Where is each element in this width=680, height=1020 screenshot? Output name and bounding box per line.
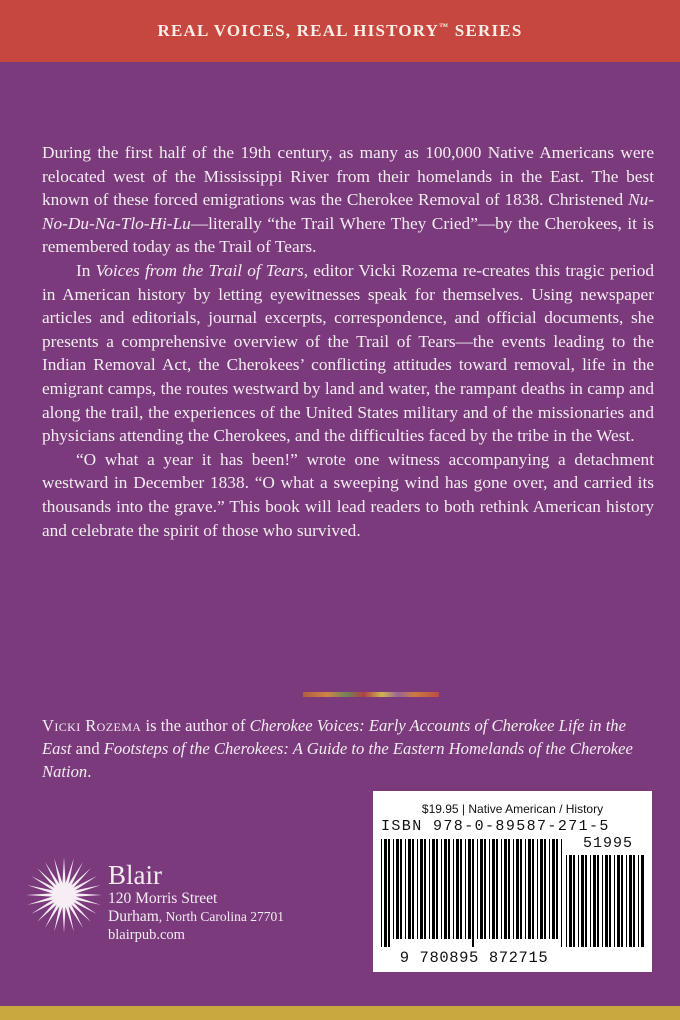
barcode-bar (540, 839, 543, 939)
barcode-bar (513, 839, 514, 939)
barcode-bar (508, 839, 510, 939)
sunburst-shape (26, 857, 102, 933)
barcode-bar (537, 839, 538, 939)
barcode-bar (629, 855, 632, 947)
trademark-symbol: ™ (439, 21, 450, 32)
bottom-band (0, 1006, 680, 1020)
barcode-bar (552, 839, 555, 939)
price-addon-digits: 51995 (582, 835, 633, 852)
barcode-bar (456, 839, 459, 939)
barcode-bar (581, 855, 584, 947)
barcode-bar (441, 839, 442, 939)
barcode-panel (373, 791, 652, 972)
barcode-bar (408, 839, 411, 939)
barcode-bar (460, 839, 462, 939)
barcode-bar (453, 839, 454, 939)
barcode-bar (420, 839, 423, 939)
barcode-bar (444, 839, 447, 939)
barcode-bar (480, 839, 483, 939)
barcode-bar (436, 839, 438, 939)
barcode-bar (590, 855, 591, 947)
barcode-bar (597, 855, 599, 947)
barcode-bar (492, 839, 495, 939)
publisher-street: 120 Morris Street (108, 890, 218, 907)
barcode-bar (417, 839, 418, 939)
barcode-bar (381, 839, 382, 947)
price-addon-barcode (566, 855, 646, 947)
barcode-bar (528, 839, 531, 939)
barcode-bar (393, 839, 394, 939)
barcode-bar (504, 839, 507, 939)
barcode-bar (525, 839, 526, 939)
author-bio (42, 714, 654, 783)
barcode-bar (429, 839, 430, 939)
barcode-bar (489, 839, 490, 939)
barcode-bar (641, 855, 644, 947)
barcode-bar (544, 839, 546, 939)
barcode-bar (561, 839, 562, 947)
barcode-bar (412, 839, 414, 939)
barcode-bar (424, 839, 426, 939)
barcode-bar (516, 839, 519, 939)
publisher-city: Durham, North Carolina 27701 (108, 908, 285, 925)
barcode-bar (633, 855, 635, 947)
barcode-bar (566, 855, 567, 947)
barcode-bar (573, 855, 575, 947)
barcode-bar (484, 839, 486, 939)
barcode-bar (384, 839, 387, 947)
isbn-number: ISBN 978-0-89587-271-5 (381, 818, 610, 835)
description-paragraph-3: “O what a year it has been!” wrote one witness accompanying a detachment westward in December 1838. “O what a sweeping wind has gone over, and carried its thousands into the grave.” This book will lead readers to both rethink American history and celebrate the spirit of those who survived. (42, 449, 654, 540)
author-name: Vicki Rozema (42, 716, 142, 735)
series-banner (0, 0, 680, 62)
barcode-bar (614, 855, 615, 947)
barcode-bar (605, 855, 608, 947)
ean-digits: 9 780895 872715 (399, 949, 549, 967)
barcode-bar (472, 839, 474, 947)
barcode-bar (569, 855, 572, 947)
barcode-bar (602, 855, 603, 947)
description-paragraph-1: During the first half of the 19th century, as many as 100,000 Native Americans were relocated west of the Mississippi River from their homelands in the East. The best known of these forced emigrations was the Cherokee Removal of 1838. Christened Nu-No-Du-Na-Tlo-Hi-Lu—literally “the Trail Where They Cried”—by the Cherokees, it is remembered today as the Trail of Tears. (42, 143, 654, 257)
barcode-bar (388, 839, 390, 947)
barcode-bar (396, 839, 399, 939)
barcode-bar (520, 839, 522, 939)
series-title: REAL VOICES, REAL HISTORY™ SERIES (157, 21, 523, 40)
blair-sunburst-icon (24, 855, 104, 935)
barcode-bar (465, 839, 466, 939)
author-bio-text: is the author of Cherokee Voices: Early Accounts of Cherokee Life in the East and Footsteps of the Cherokees: A Guide to the Eastern Homelands of the Cherokee Nation. (42, 716, 633, 781)
barcode-bar (549, 839, 550, 939)
barcode-bar (432, 839, 435, 939)
price-category: $19.95 | Native American / History (421, 802, 604, 816)
barcode-bar (609, 855, 611, 947)
barcode-bar (477, 839, 478, 939)
description-paragraph-2: In Voices from the Trail of Tears, editor Vicki Rozema re-creates this tragic period in American history by letting eyewitnesses speak for themselves. Using newspaper articles and editorials, journal excerpts, correspondence, and official documents, she presents a comprehensive overview of the Trail of Tears—the events leading to the Indian Removal Act, the Cherokees’ conflicting attitudes toward removal, life in the emigrant camps, the routes westward by land and water, the rampant deaths in camp and along the trail, the experiences of the United States military and of the missionaries and physicians attending the Cherokees, and the difficulties faced by the tribe in the West. (42, 260, 655, 446)
barcode-bar (468, 839, 471, 939)
barcode-bar (501, 839, 502, 939)
ean-barcode (381, 839, 567, 947)
barcode-bar (496, 839, 498, 939)
barcode-bar (621, 855, 623, 947)
barcode-bar (400, 839, 402, 939)
barcode-bar (448, 839, 450, 939)
barcode-bar (556, 839, 558, 939)
barcode-bar (638, 855, 639, 947)
publisher-url: blairpub.com (108, 927, 185, 943)
barcode-bar (593, 855, 596, 947)
book-description (42, 141, 654, 542)
barcode-bar (585, 855, 587, 947)
decorative-divider (303, 692, 439, 697)
publisher-block (108, 860, 348, 944)
barcode-bar (626, 855, 627, 947)
barcode-bar (617, 855, 620, 947)
barcode-bar (578, 855, 579, 947)
barcode-bar (532, 839, 534, 939)
barcode-bar (405, 839, 406, 939)
publisher-name: Blair (108, 860, 162, 890)
